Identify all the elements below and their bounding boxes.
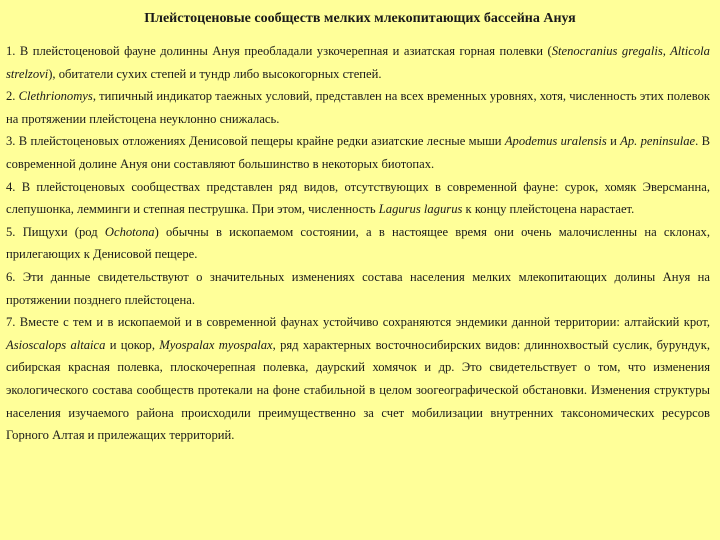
paragraph-4-text-b: к концу плейстоцена нарастает.	[462, 202, 635, 217]
slide-title: Плейстоценовые сообществ мелких млекопитающих бассейна Ануя	[144, 11, 576, 26]
paragraph-2-text-a: 2.	[6, 89, 19, 104]
paragraph-2-text-b: , типичный индикатор таежных условий, представлен на всех временных уровнях, хотя, численность этих полевок на протяжении плейстоцена неуклонно снижалась.	[6, 89, 711, 126]
paragraph-1-species-a: Stenocranius gregalis, Alticola strelzovi	[6, 44, 710, 81]
paragraph-3-species-a: Apodemus uralensis	[504, 134, 607, 149]
slide-body	[6, 40, 710, 447]
paragraph-7	[6, 311, 710, 447]
paragraph-1	[6, 40, 710, 85]
paragraph-5	[6, 221, 710, 266]
paragraph-7-species-a: Asioscalops altaica	[6, 337, 106, 352]
paragraph-7-text-b: и цокор,	[105, 337, 160, 352]
paragraph-5-text-b: ) обычны в ископаемом состоянии, а в настоящее время они очень малочисленны на склонах, прилегающих к Денисовой пещере.	[6, 224, 710, 262]
paragraph-6-text-a: 6. Эти данные свидетельствуют о значительных изменениях состава населения мелких млекопитающих долины Ануя на протяжении позднего плейстоцена.	[6, 269, 710, 307]
paragraph-1-text-a: 1. В плейстоценовой фауне долинны Ануя преобладали узкочерепная и азиатская горная полевки (	[6, 44, 552, 58]
paragraph-1-text-b: ), обитатели сухих степей и тундр либо высокогорных степей.	[48, 66, 382, 81]
paragraph-4-text-a: 4. В плейстоценовых сообществах представлен ряд видов, отсутствующих в современной фауне: сурок, хомяк Эверсманна, слепушонка, лемминги и степная пеструшка. При этом, численность	[6, 179, 710, 217]
paragraph-4	[6, 176, 710, 221]
paragraph-3-text-a: 3. В плейстоценовых отложениях Денисовой пещеры крайне редки азиатские лесные мыши	[6, 134, 505, 149]
paragraph-7-text-a: 7. Вместе с тем и в ископаемой и в современной фаунах устойчиво сохраняются эндемики данной территории: алтайский крот,	[6, 315, 710, 330]
paragraph-3-text-b: и	[606, 134, 621, 149]
paragraph-7-text-c: , ряд характерных восточносибирских видов: длиннохвостый суслик, бурундук, сибирская красная полевка, плоскочерепная полевка, даурский хомячок и др. Это свидетельствует о том, что изменения экологического состава сообществ протекали на фоне стабильной в целом зоогеографической обстановки. Изменения структуры населения изучаемого района происходили преимущественно за счет мобилизации внутренних таксономических ресурсов Горного Алтая и прилежащих территорий.	[6, 337, 710, 443]
paragraph-5-genus-a: Ochotona	[104, 224, 155, 239]
paragraph-7-species-b: Myospalax myospalax	[159, 337, 273, 352]
paragraph-3-text-c: . В современной долине Ануя они составляют большинство в некоторых биотопах.	[6, 134, 710, 171]
paragraph-3-species-b: Ap. peninsulae	[620, 134, 696, 149]
paragraph-6	[6, 266, 710, 311]
paragraph-2	[6, 85, 710, 130]
paragraph-2-genus-a: Clethrionomys	[18, 89, 93, 104]
paragraph-4-species-a: Lagurus lagurus	[378, 202, 463, 217]
paragraph-5-text-a: 5. Пищухи (род	[6, 224, 105, 239]
paragraph-3	[6, 130, 710, 175]
